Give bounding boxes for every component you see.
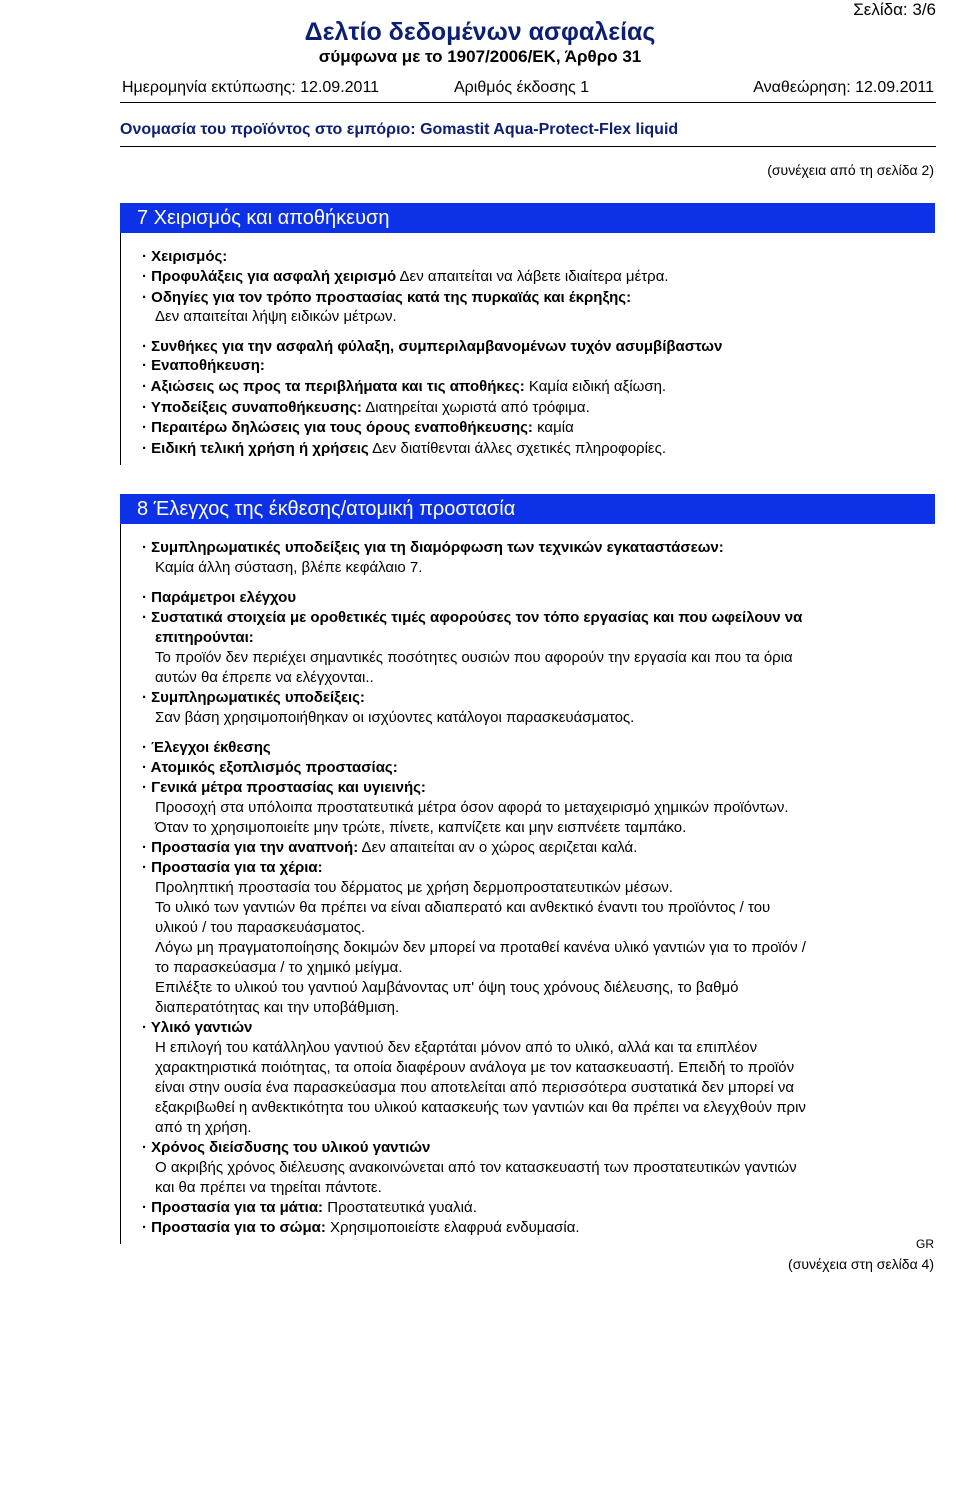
precautions-line: [142, 267, 669, 287]
section-7-heading: 7 Χειρισμός και αποθήκευση: [120, 203, 935, 233]
further-info-text: καμία: [532, 419, 574, 436]
limit-values-label-1: · Συστατικά στοιχεία με οροθετικές τιμές αφορούσες τον τόπο εργασίας και που ωφείλουν να: [142, 609, 803, 626]
glove-material-text-4: εξακριβωθεί η ανθεκτικότητα του υλικού κατασκευής των γαντιών και θα πρέπει να ελεγχθούν πριν: [155, 1099, 806, 1116]
hygiene-text-1: Προσοχή στα υπόλοιπα προστατευτικά μέτρα όσον αφορά το μεταχειρισμό χημικών προϊόντων.: [155, 799, 789, 816]
respiratory-line: [142, 838, 637, 858]
glove-material-text-2: χαρακτηριστικά ποιότητας, τα οποία διαφέρουν ανάλογα με τον κατασκευαστή. Επειδή το προϊόν: [155, 1059, 795, 1076]
requirements-label: · Αξιώσεις ως προς τα περιβλήματα και τις αποθήκες:: [142, 378, 525, 395]
header-divider: [120, 102, 936, 103]
limit-values-text-2: αυτών θα έπρεπε να ελέγχονται..: [155, 669, 374, 686]
glove-material-text-5: από τη χρήση.: [155, 1119, 252, 1136]
hand-protection-text-4: Λόγω μη πραγματοποίησης δοκιμών δεν μπορεί να προταθεί κανένα υλικό γαντιών για το προϊόν /: [155, 939, 806, 956]
continued-from: (συνέχεια από τη σελίδα 2): [767, 162, 934, 178]
end-use-label: · Ειδική τελική χρήση ή χρήσεις: [142, 440, 369, 457]
fire-text: Δεν απαιτείται λήψη ειδικών μέτρων.: [155, 308, 397, 325]
hygiene-label: · Γενικά μέτρα προστασίας και υγιεινής:: [142, 779, 426, 796]
hand-protection-label: · Προστασία για τα χέρια:: [142, 859, 323, 876]
product-name: Ονομασία του προϊόντος στο εμπόριο: Gomastit Aqua-Protect-Flex liquid: [120, 121, 679, 138]
additional-info-label: · Συμπληρωματικές υποδείξεις:: [142, 689, 365, 706]
storage-label: · Συνθήκες για την ασφαλή φύλαξη, συμπεριλαμβανομένων τυχόν ασυμβίβαστων: [142, 338, 723, 355]
technical-label: · Συμπληρωματικές υποδείξεις για τη διαμόρφωση των τεχνικών εγκαταστάσεων:: [142, 539, 724, 556]
section-8-margin-line: [120, 524, 121, 1244]
glove-material-label: · Υλικό γαντιών: [142, 1019, 253, 1036]
body-protection-label: · Προστασία για το σώμα:: [142, 1219, 326, 1236]
further-info-label: · Περαιτέρω δηλώσεις για τους όρους εναποθήκευσης:: [142, 419, 533, 436]
hand-protection-text-3: υλικού / του παρασκευάσματος.: [155, 919, 366, 936]
document-title: Δελτίο δεδομένων ασφαλείας: [304, 18, 656, 46]
hygiene-text-2: Όταν το χρησιμοποιείτε μην τρώτε, πίνετε, καπνίζετε και μην εισπνέετε ταμπάκο.: [155, 819, 687, 836]
ppe-label: · Ατομικός εξοπλισμός προστασίας:: [142, 759, 398, 776]
page-number: Σελίδα: 3/6: [853, 0, 936, 19]
hand-protection-text-1: Προληπτική προστασία του δέρματος με χρήση δερμοπροστατευτικών μέσων.: [155, 879, 673, 896]
control-params-label: · Παράμετροι ελέγχου: [142, 589, 297, 606]
end-use-text: Δεν διατίθενται άλλες σχετικές πληροφορίες.: [368, 440, 666, 457]
body-protection-text: Χρησιμοποιείστε ελαφρυά ενδυμασία.: [325, 1219, 580, 1236]
document-subtitle: σύμφωνα με το 1907/2006/ΕΚ, Άρθρο 31: [318, 47, 642, 66]
technical-text: Καμία άλλη σύσταση, βλέπε κεφάλαιο 7.: [155, 559, 423, 576]
breakthrough-text-1: Ο ακριβής χρόνος διέλευσης ανακοινώνεται από τον κατασκευαστή των προστατευτικών γαντιών: [155, 1159, 797, 1176]
respiratory-text: Δεν απαιτείται αν ο χώρος αεριζεται καλά.: [358, 839, 638, 856]
product-divider: [120, 146, 936, 147]
body-protection-line: [142, 1218, 580, 1238]
eye-protection-line: [142, 1198, 477, 1218]
limit-values-text-1: Το προϊόν δεν περιέχει σημαντικές ποσότητες ουσιών που αφορούν την εργασία και που τα όρια: [155, 649, 793, 666]
end-use-line: [142, 439, 666, 459]
section-7-margin-line: [120, 233, 121, 465]
handling-label: · Χειρισμός:: [142, 248, 228, 265]
storage-sub-label: · Εναποθήκευση:: [142, 357, 265, 374]
precautions-label: · Προφυλάξεις για ασφαλή χειρισμό: [142, 268, 397, 285]
section-8-heading: 8 Έλεγχος της έκθεσης/ατομική προστασία: [120, 494, 935, 524]
language-code: GR: [916, 1237, 934, 1251]
fire-label: · Οδηγίες για τον τρόπο προστασίας κατά της πυρκαϊάς και έκρηξης:: [142, 289, 632, 306]
hand-protection-text-6: Επιλέξτε το υλικού του γαντιού λαμβάνοντας υπ' όψη τους χρόνους διέλευσης, το βαθμό: [155, 979, 739, 996]
additional-info-text: Σαν βάση χρησιμοποιήθηκαν οι ισχύοντες κατάλογοι παρασκευάσματος.: [155, 709, 635, 726]
eye-protection-label: · Προστασία για τα μάτια:: [142, 1199, 324, 1216]
respiratory-label: · Προστασία για την αναπνοή:: [142, 839, 359, 856]
glove-material-text-3: είναι στην ουσία ένα παρασκεύασμα που αποτελείται από περισσότερα συστατικά δεν μπορεί να: [155, 1079, 795, 1096]
limit-values-label-2: επιτηρούνται:: [155, 629, 254, 646]
eye-protection-text: Προστατευτικά γυαλιά.: [323, 1199, 477, 1216]
hand-protection-text-5: το παρασκεύασμα / το χημικό μείγμα.: [155, 959, 403, 976]
breakthrough-label: · Χρόνος διείσδυσης του υλικού γαντιών: [142, 1139, 431, 1156]
joint-storage-label: · Υποδείξεις συναποθήκευσης:: [142, 399, 362, 416]
requirements-text: Καμία ειδική αξίωση.: [524, 378, 667, 395]
continued-to: (συνέχεια στη σελίδα 4): [788, 1256, 934, 1272]
requirements-line: [142, 377, 666, 397]
precautions-text: Δεν απαιτείται να λάβετε ιδιαίτερα μέτρα.: [396, 268, 669, 285]
exposure-controls-label: · Έλεγχοι έκθεσης: [142, 739, 271, 756]
breakthrough-text-2: και θα πρέπει να τηρείται πάντοτε.: [155, 1179, 382, 1196]
further-info-line: [142, 418, 574, 438]
revision-date: Αναθεώρηση: 12.09.2011: [753, 79, 934, 96]
print-date: Ημερομηνία εκτύπωσης: 12.09.2011: [122, 79, 380, 96]
joint-storage-text: Διατηρείται χωριστά από τρόφιμα.: [361, 399, 590, 416]
hand-protection-text-2: Το υλικό των γαντιών θα πρέπει να είναι αδιαπερατό και ανθεκτικό έναντι του προϊόντος / του: [155, 899, 771, 916]
hand-protection-text-7: διαπερατότητας και την υποβάθμιση.: [155, 999, 400, 1016]
version-number: Αριθμός έκδοσης 1: [454, 79, 590, 96]
joint-storage-line: [142, 398, 590, 418]
glove-material-text-1: Η επιλογή του κατάλληλου γαντιού δεν εξαρτάται μόνον από το υλικό, αλλά και τα επιπλέον: [155, 1039, 758, 1056]
